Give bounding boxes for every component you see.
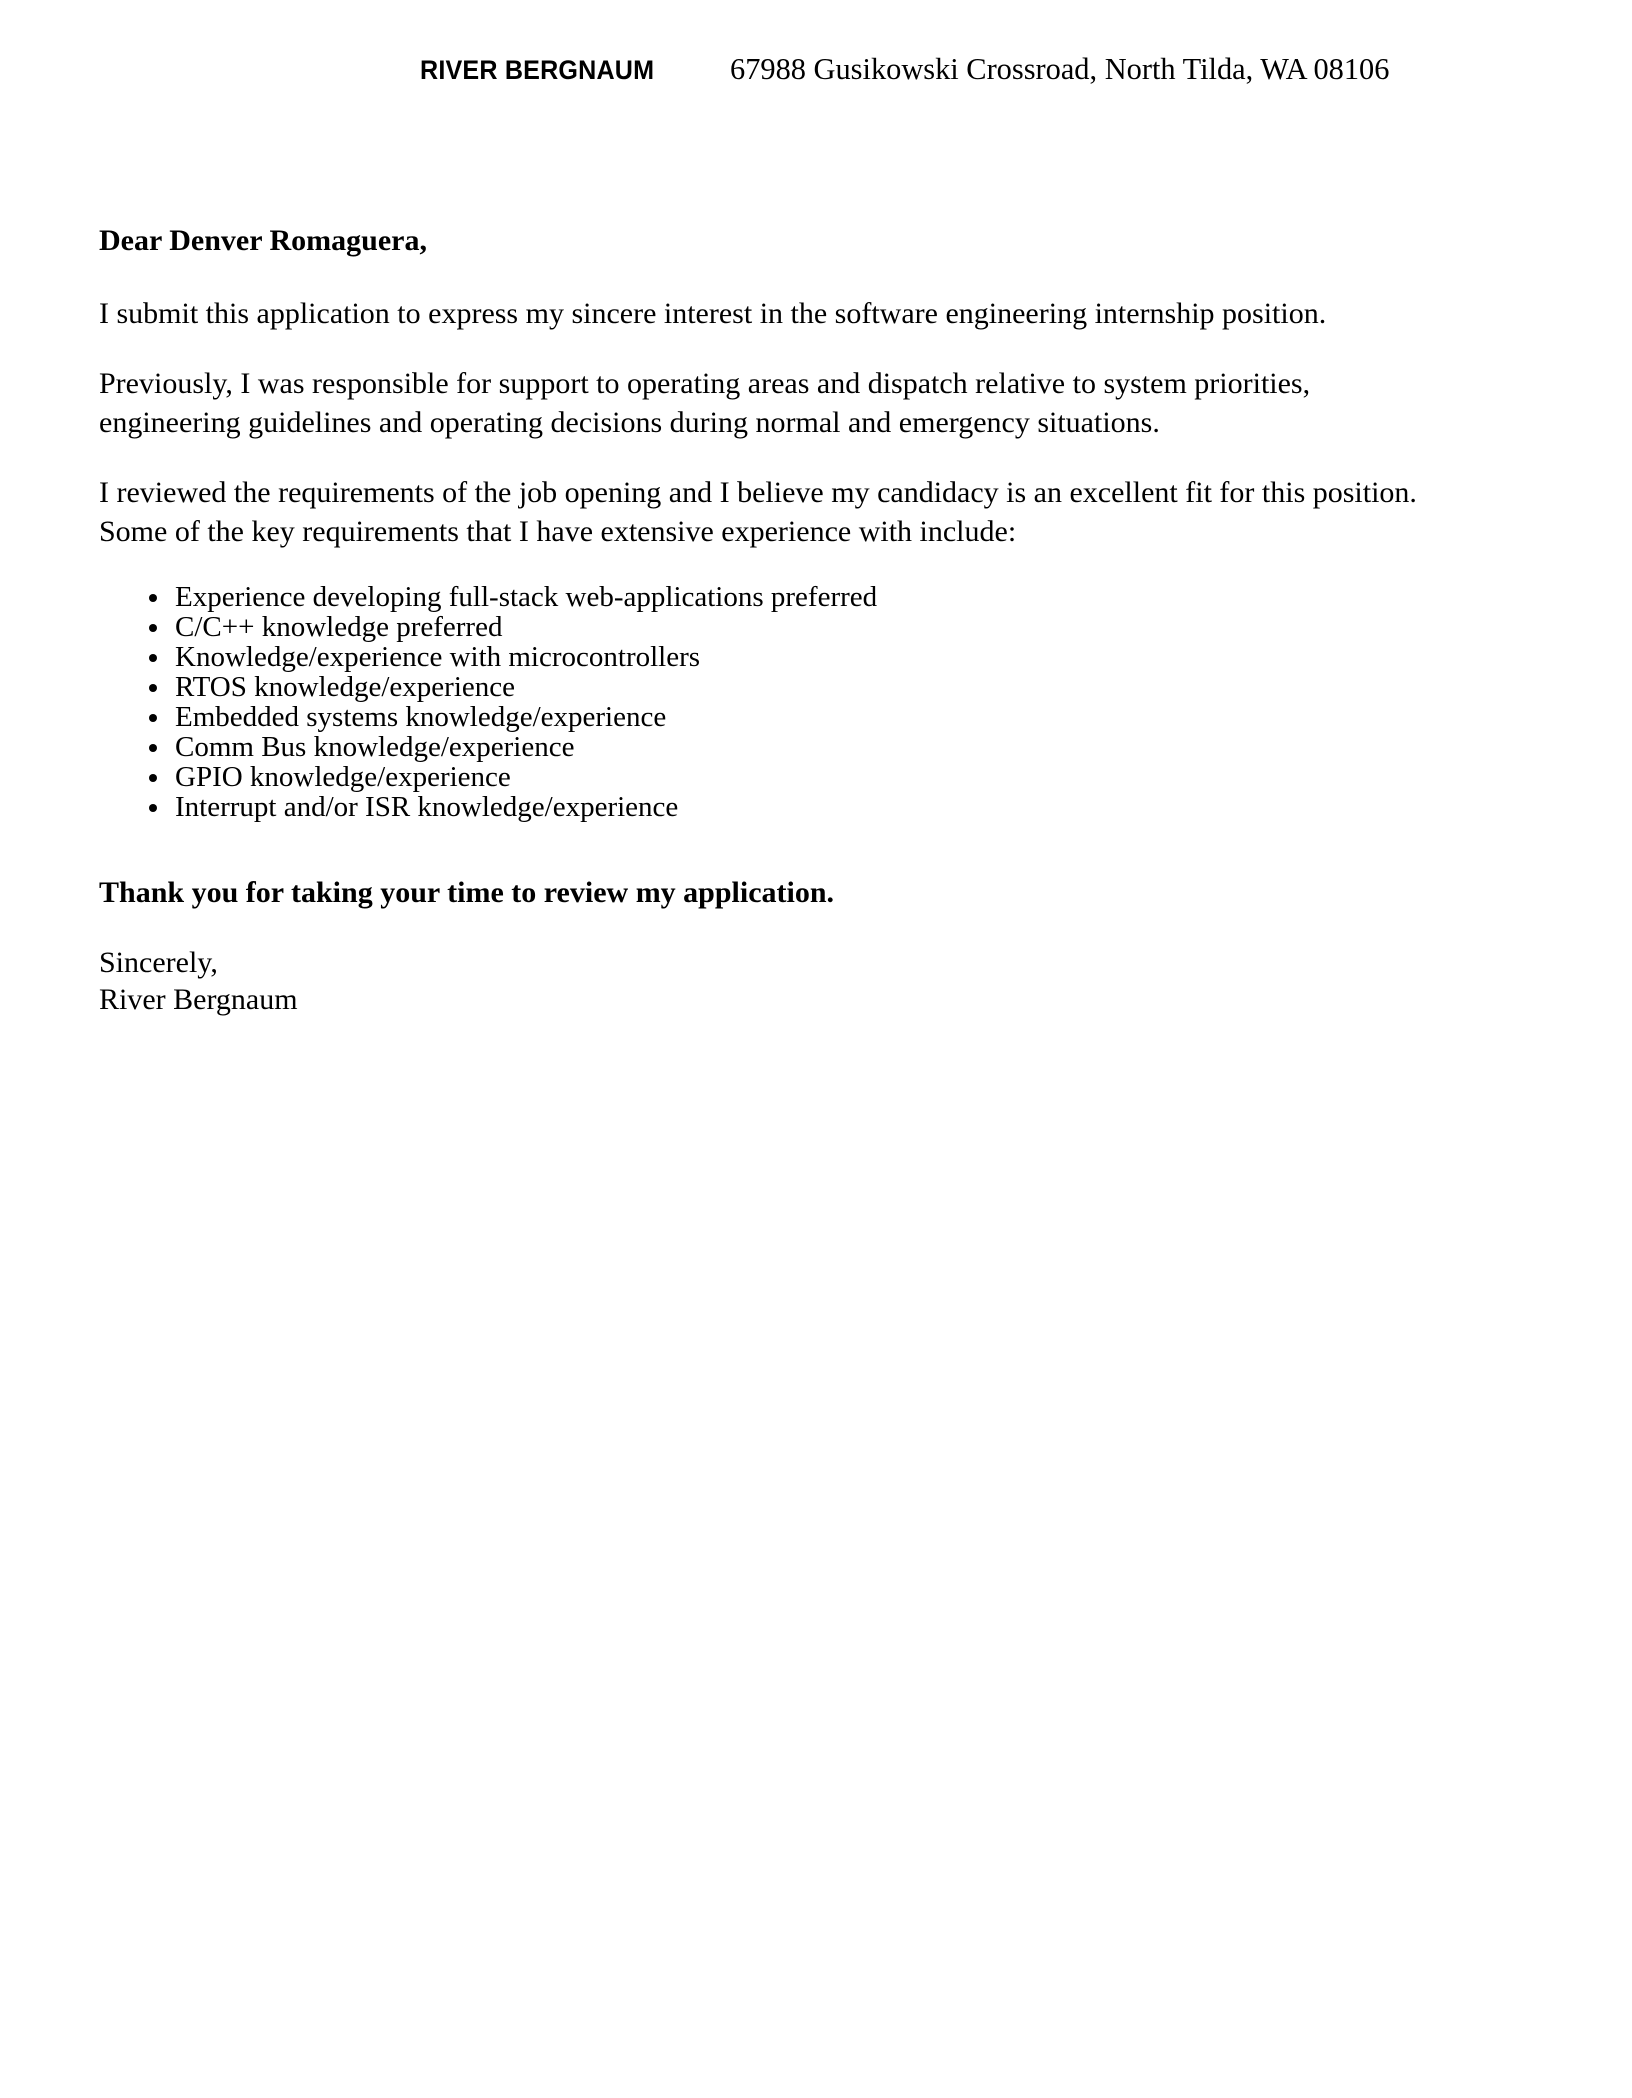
list-item — [99, 582, 1432, 612]
signoff-name: River Bergnaum — [99, 983, 298, 1016]
list-item-label: Knowledge/experience with microcontrollers — [175, 641, 701, 673]
bullet-dot-icon — [149, 654, 157, 662]
list-item — [99, 672, 1432, 702]
bullet-dot-icon — [149, 774, 157, 782]
bullet-dot-icon — [149, 594, 157, 602]
list-item — [99, 612, 1432, 642]
salutation: Dear Denver Romaguera, — [99, 224, 427, 257]
list-item — [99, 732, 1432, 762]
closing-statement: Thank you for taking your time to review my application. — [99, 876, 835, 909]
experience-paragraph: Previously, I was responsible for support to operating areas and dispatch relative to system priorities, engineering guidelines and operating decisions during normal and emergency situations. — [99, 367, 1311, 439]
requirements-list — [99, 582, 1432, 822]
list-item-label: Experience developing full-stack web-applications preferred — [175, 581, 878, 613]
list-item-label: Embedded systems knowledge/experience — [175, 701, 667, 733]
bullet-dot-icon — [149, 744, 157, 752]
list-item-label: Interrupt and/or ISR knowledge/experience — [175, 791, 679, 823]
list-item-label: RTOS knowledge/experience — [175, 671, 515, 703]
intro-paragraph: I submit this application to express my sincere interest in the software engineering internship position. — [99, 297, 1327, 330]
letter-body — [99, 222, 1432, 1018]
bullet-dot-icon — [149, 624, 157, 632]
signoff-salutation: Sincerely, — [99, 946, 218, 979]
letterhead — [0, 52, 1632, 87]
bullet-dot-icon — [149, 804, 157, 812]
list-item-label: GPIO knowledge/experience — [175, 761, 511, 793]
list-item-label: Comm Bus knowledge/experience — [175, 731, 575, 763]
letterhead-address: 67988 Gusikowski Crossroad, North Tilda, WA 08106 — [729, 51, 1390, 86]
list-item — [99, 762, 1432, 792]
letterhead-name: RIVER BERGNAUM — [420, 55, 655, 85]
list-item — [99, 792, 1432, 822]
list-item — [99, 642, 1432, 672]
requirements-intro-paragraph: I reviewed the requirements of the job opening and I believe my candidacy is an excellent fit for this position. Some of the key requirements that I have extensive experience with include: — [99, 476, 1417, 548]
list-item — [99, 702, 1432, 732]
signature-block — [99, 944, 1432, 1018]
bullet-dot-icon — [149, 684, 157, 692]
bullet-dot-icon — [149, 714, 157, 722]
list-item-label: C/C++ knowledge preferred — [175, 611, 503, 643]
